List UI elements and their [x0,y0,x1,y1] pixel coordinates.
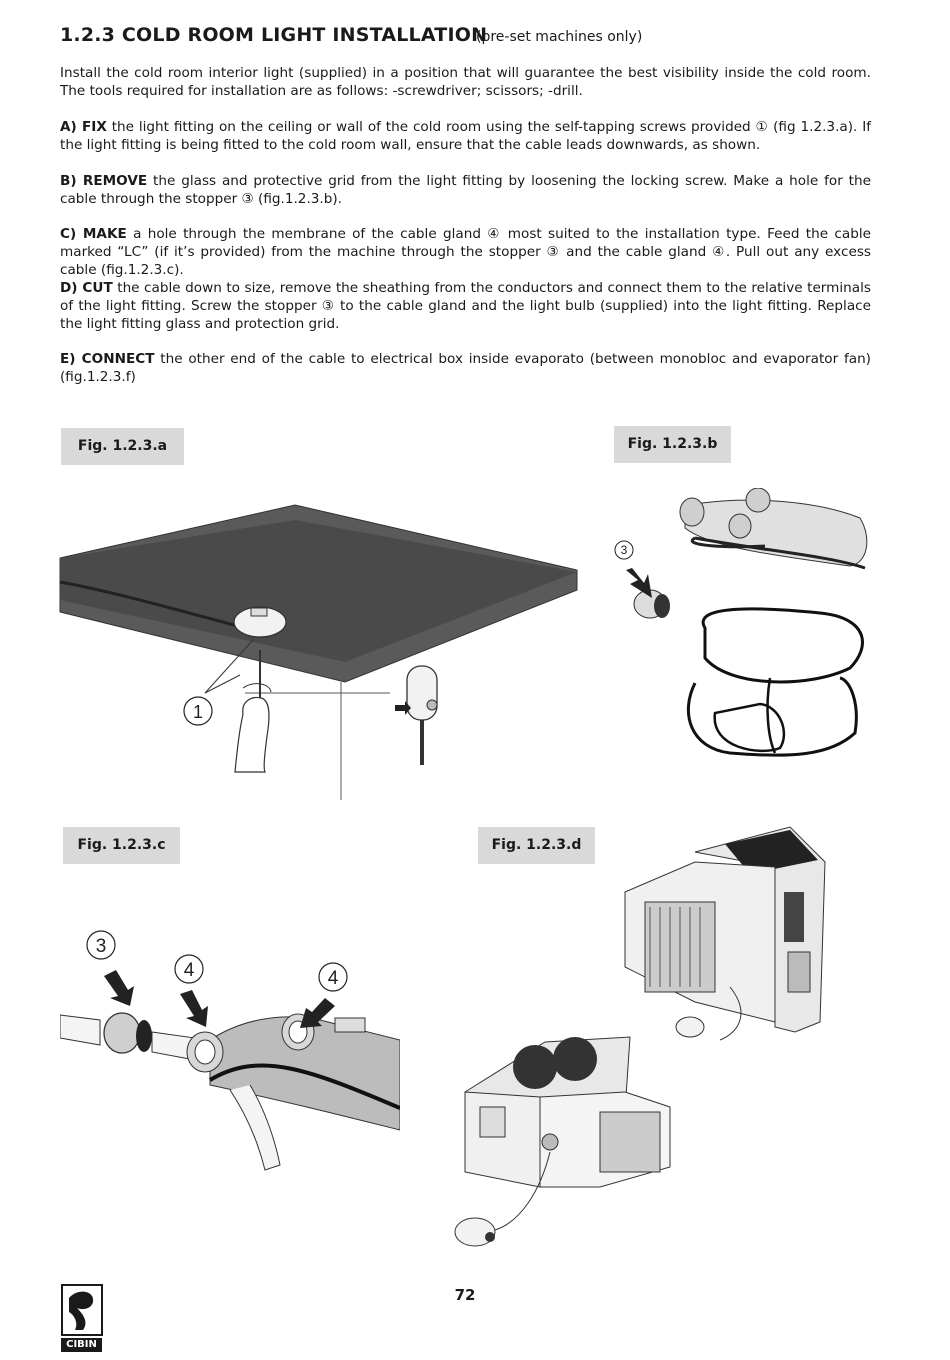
fig-b-illustration [610,488,880,778]
step-b-text: the glass and protective grid from the light fitting by loosening the locking screw. Make a hole for the cable through the stopper ③ (fig.1.2.3.b). [60,173,871,207]
fig-c-label: Fig. 1.2.3.c [63,827,180,864]
cibin-logo-icon [61,1284,103,1336]
step-d-text: the cable down to size, remove the sheathing from the conductors and connect them to the relative terminals of the light fitting. Screw the stopper ③ to the cable gland and the light bulb (supplied) into the light fitting. Replace the light fitting glass and protection grid. [60,280,871,332]
step-b-paragraph [60,172,871,208]
section-title: 1.2.3 COLD ROOM LIGHT INSTALLATION [60,24,488,46]
step-d-paragraph [60,279,871,333]
fig-c-arrow-4a [172,952,242,1030]
fig-b-label: Fig. 1.2.3.b [614,426,731,463]
fig-c-arrow-4b [300,960,360,1030]
step-e-label: E) CONNECT [60,351,155,367]
section-note: (pre-set machines only) [476,29,643,45]
fig-c-callout-1: 3 [95,936,107,957]
intro-paragraph: Install the cold room interior light (supplied) in a position that will guarantee the best visibility inside the cold room. The tools required for installation are as follows: -screwdriver; scissors; -drill. [60,65,871,99]
step-b-label: B) REMOVE [60,173,148,189]
step-c-paragraph [60,225,871,279]
fig-d-illustration [450,822,840,1262]
fig-c-callout-2: 4 [183,960,195,981]
step-d-label: D) CUT [60,280,113,296]
fig-d-label: Fig. 1.2.3.d [478,827,595,864]
fig-a-illustration [55,500,585,805]
step-a-label: A) FIX [60,119,107,135]
step-a-paragraph [60,118,871,154]
step-a-text: the light fitting on the ceiling or wall of the cold room using the self-tapping screws provided ① (fig 1.2.3.a). If the light fitting is being fitted to the cold room wall, ensure that the cable leads downwards, as shown. [60,119,872,153]
fig-c-callout-3: 4 [327,968,339,989]
fig-b-callout-3 [612,538,636,562]
fig-a-callout-text: 1 [192,702,204,722]
fig-b-callout-text: 3 [620,543,628,557]
logo-text: CIBIN [61,1338,102,1352]
fig-a-callout-1 [180,693,216,729]
fig-a-label: Fig. 1.2.3.a [61,428,184,465]
step-e-text: the other end of the cable to electrical box inside evaporato (between monobloc and evaporator fan) (fig.1.2.3.f) [60,351,871,385]
step-c-label: C) MAKE [60,226,127,242]
page-number: 72 [454,1286,476,1304]
step-c-text: a hole through the membrane of the cable gland ④ most suited to the installation type. Feed the cable marked “LC” (if it’s provided) from the machine through the stopper ③ and the cable gland ④. Pull out any excess cable (fig.1.2.3.c). [60,226,871,278]
fig-c-arrow-3 [84,928,154,1008]
step-e-paragraph [60,350,871,386]
